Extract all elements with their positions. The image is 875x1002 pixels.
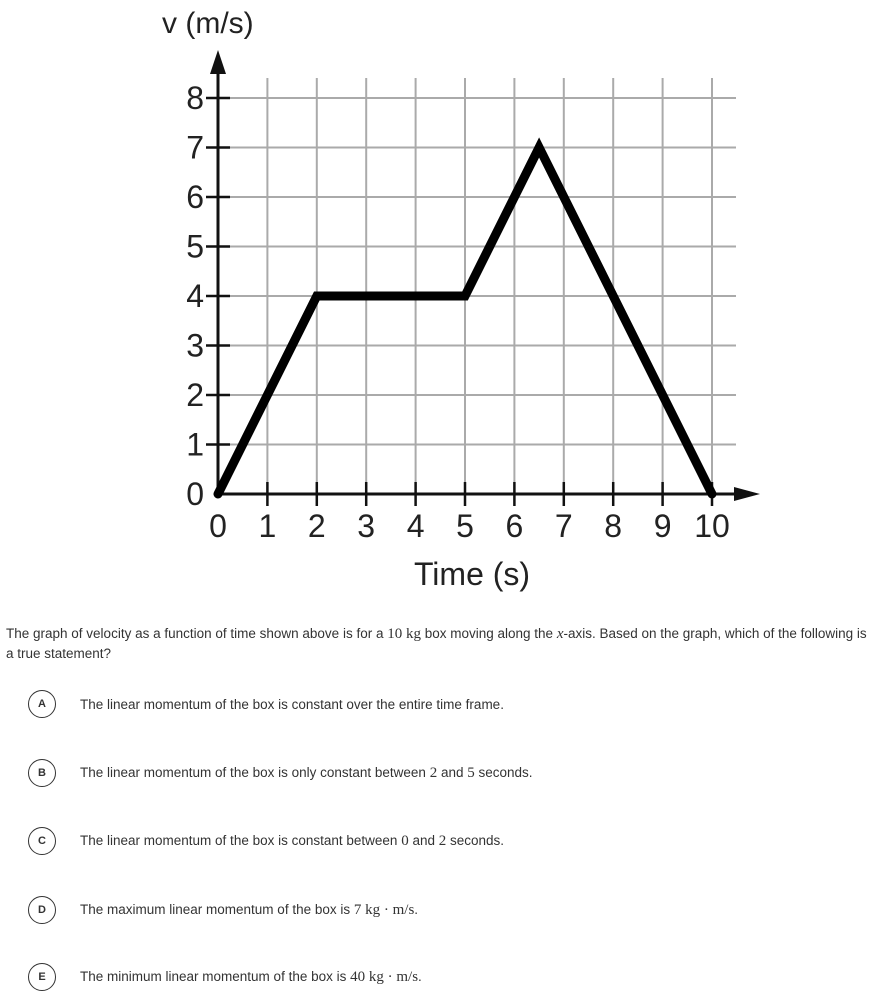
option-d-badge: D <box>28 896 56 924</box>
x-axis-label: Time (s) <box>413 556 531 592</box>
option-e[interactable] <box>28 962 422 992</box>
x-tick-label: 0 <box>209 508 227 544</box>
x-tick-label: 3 <box>357 508 376 544</box>
option-e-text-2: . <box>418 968 422 984</box>
option-b-text-1: The linear momentum of the box is only constant between <box>80 764 430 780</box>
x-tick-label: 8 <box>604 508 623 544</box>
option-e-text-1: The minimum linear momentum of the box is <box>80 968 351 984</box>
option-b[interactable] <box>28 758 533 788</box>
option-a[interactable] <box>28 689 504 719</box>
option-e-badge: E <box>28 963 56 991</box>
y-tick-label: 1 <box>186 426 204 463</box>
option-b-text-3: seconds. <box>474 764 533 780</box>
option-c-math-1: 0 <box>401 832 409 849</box>
option-d[interactable] <box>28 895 418 925</box>
x-axis-arrow <box>734 487 760 501</box>
option-c-text-2: and <box>408 832 439 848</box>
question-axis-variable: x <box>556 626 564 642</box>
y-tick-label: 3 <box>186 327 204 364</box>
y-tick-label: 4 <box>186 278 204 314</box>
y-axis-arrow <box>210 50 226 74</box>
option-c-badge: C <box>28 827 56 855</box>
option-e-math-1: 40 kg · m/s <box>350 968 419 985</box>
option-d-text-2: . <box>414 901 419 917</box>
option-b-badge: B <box>28 759 56 787</box>
option-e-text <box>80 969 422 986</box>
y-tick-label: 6 <box>186 179 204 215</box>
option-a-text <box>80 697 504 712</box>
question-part-3: -axis. Based on the graph, which of the following is a true statement? <box>6 626 867 661</box>
option-c-math-2: 2 <box>438 832 447 849</box>
x-tick-label: 10 <box>694 508 730 544</box>
question-mass: 10 kg <box>387 626 421 642</box>
y-tick-label: 8 <box>186 80 204 116</box>
option-c-text-3: seconds. <box>446 832 505 848</box>
x-tick-label: 7 <box>554 508 573 544</box>
option-b-text-2: and <box>437 764 468 780</box>
x-tick-label: 9 <box>653 508 672 544</box>
option-d-text-1: The maximum linear momentum of the box is <box>80 901 354 917</box>
y-tick-label: 0 <box>186 476 204 512</box>
question-part-2: box moving along the <box>420 626 557 641</box>
y-tick-label: 2 <box>186 377 204 413</box>
y-tick-label: 5 <box>186 228 204 265</box>
x-tick-label: 5 <box>456 508 474 544</box>
option-d-text <box>80 902 418 919</box>
y-axis-label: v (m/s) <box>162 7 254 40</box>
option-b-math-2: 5 <box>467 764 475 781</box>
x-tick-label: 1 <box>258 508 277 544</box>
option-c[interactable] <box>28 826 504 856</box>
option-b-math-1: 2 <box>429 764 438 781</box>
x-tick-label: 4 <box>406 508 425 544</box>
question-text <box>6 624 872 664</box>
option-b-text <box>80 765 533 782</box>
grid <box>218 78 736 494</box>
question-part-1: The graph of velocity as a function of time shown above is for a <box>6 626 388 641</box>
x-tick-label: 6 <box>505 508 524 544</box>
option-a-text-1: The linear momentum of the box is constant over the entire time frame. <box>80 696 504 712</box>
x-tick-label: 2 <box>307 508 326 544</box>
option-c-text-1: The linear momentum of the box is constant between <box>80 832 402 848</box>
option-a-badge: A <box>28 690 56 718</box>
y-tick-label: 7 <box>186 129 204 166</box>
option-d-math-1: 7 kg · m/s <box>353 901 415 918</box>
option-c-text <box>80 833 504 850</box>
